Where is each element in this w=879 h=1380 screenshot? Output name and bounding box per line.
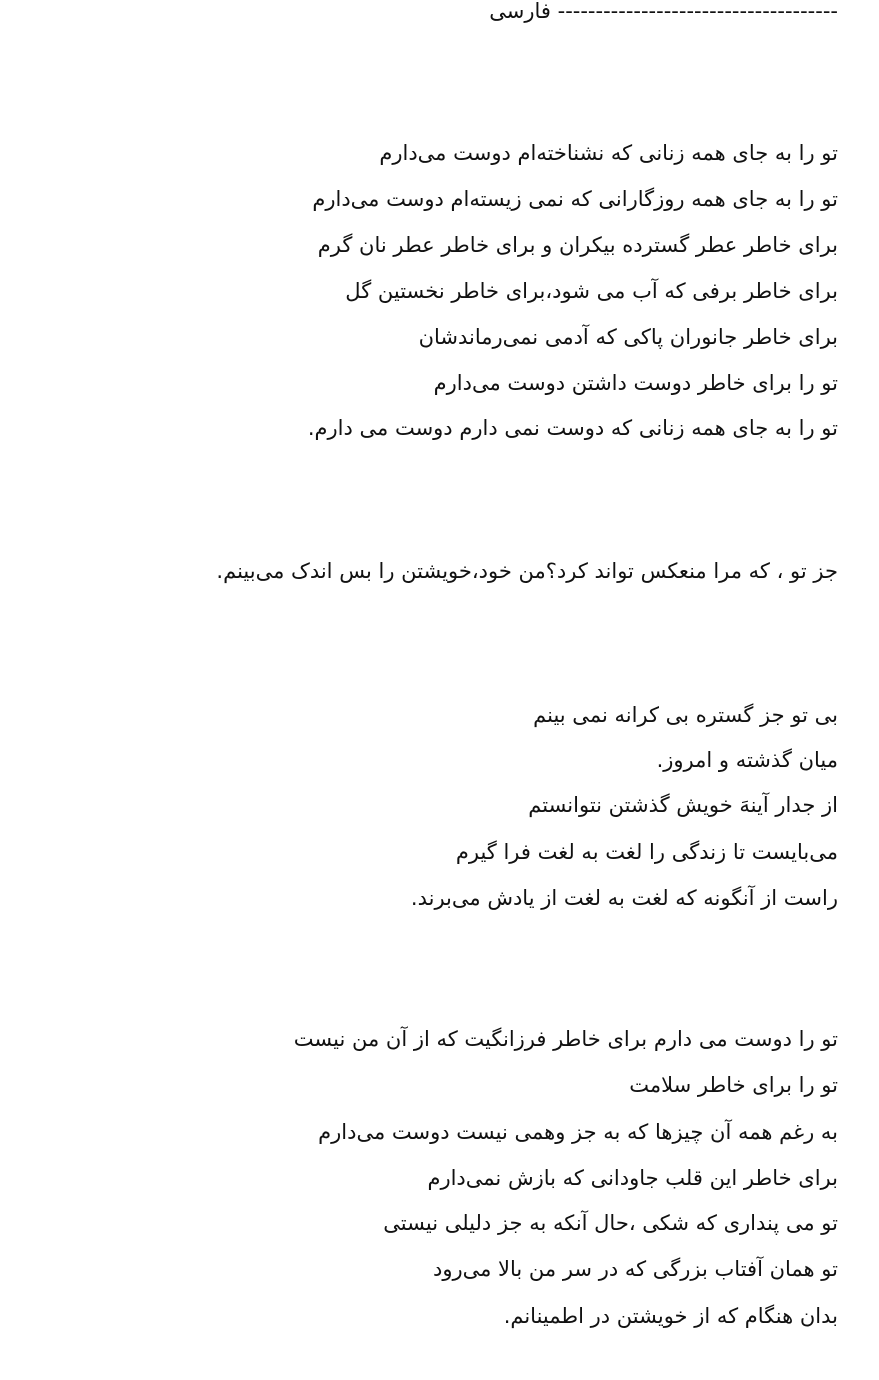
poem-line: تو را به جای همه زنانی که دوست نمی دارم دوست می دارم. (307, 416, 838, 440)
poem-line: تو را برای خاطر دوست داشتن دوست می‌دارم (433, 371, 838, 395)
poem-line: از جدار آینهَ خویش گذشتن نتوانستم (528, 793, 838, 817)
poem-line: میان گذشته و امروز. (656, 748, 838, 772)
poem-line: به رغم همه آن چیزها که به جز وهمی نیست دوست می‌دارم (318, 1120, 838, 1144)
poem-line: جز تو ، که مرا منعکس تواند کرد؟من خود،خویشتن را بس اندک می‌بینم. (216, 559, 838, 583)
poem-line: تو را برای خاطر سلامت (629, 1073, 838, 1097)
poem-line: تو می پنداری که شکی ،حال آنکه به جز دلیلی نیستی (383, 1211, 838, 1235)
poem-line: برای خاطر جانوران پاکی که آدمی نمی‌رماندشان (418, 325, 838, 349)
poem-line: تو را دوست می دارم برای خاطر فرزانگیت که از آن من نیست (293, 1027, 838, 1051)
poem-line: بدان هنگام که از خویشتن در اطمینانم. (503, 1304, 838, 1328)
poem-line: برای خاطر عطر گسترده بیکران و برای خاطر عطر نان گرم (317, 233, 838, 257)
language-label: فارسی (489, 0, 551, 23)
poem-line: برای خاطر این قلب جاودانی که بازش نمی‌دارم (427, 1166, 838, 1190)
poem-line: برای خاطر برفی که آب می شود،برای خاطر نخستین گل (345, 279, 838, 303)
header-dashes: ------------------------------------- (557, 0, 838, 23)
poem-line: تو همان آفتاب بزرگی که در سر من بالا می‌رود (432, 1257, 838, 1281)
poem-line: تو را به جای همه روزگارانی که نمی زیسته‌ام دوست می‌دارم (312, 187, 838, 211)
poem-line: راست از آنگونه که لغت به لغت از یادش می‌برند. (410, 886, 838, 910)
poem-line: می‌بایست تا زندگی را لغت به لغت فرا گیرم (455, 840, 838, 864)
language-header (489, 0, 838, 26)
poem-line: تو را به جای همه زنانی که نشناخته‌ام دوست می‌دارم (379, 141, 838, 165)
poem-line: بی تو جز گستره بی کرانه نمی بینم (533, 703, 838, 727)
